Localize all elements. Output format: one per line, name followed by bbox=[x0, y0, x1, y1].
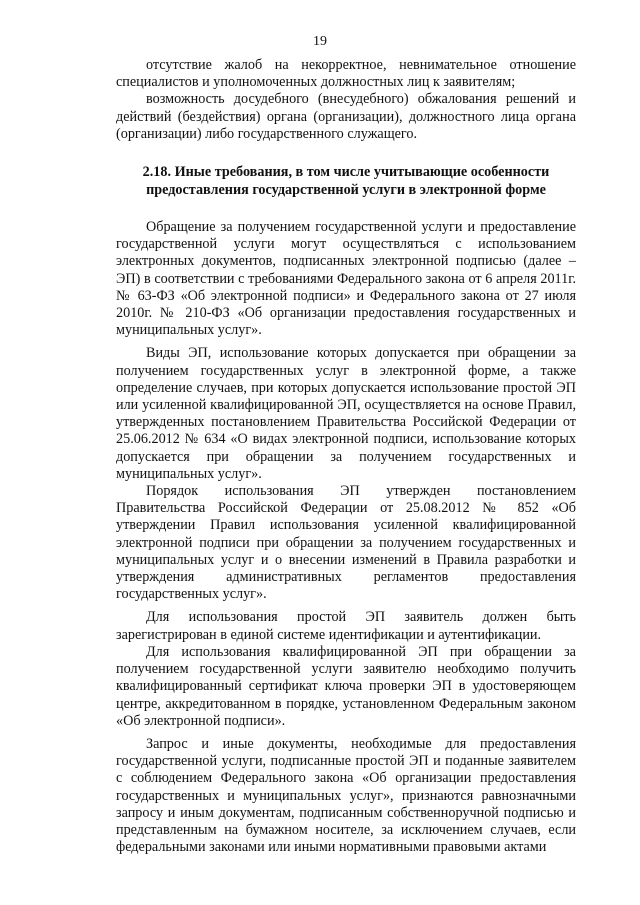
paragraph: Для использования квалифицированной ЭП при обращении за получением государственной услуги заявителю необходимо получить квалифицированный сертификат ключа проверки ЭП в удостоверяющем центре, аккредитованном в порядке, установленном Федеральным законом «Об электронной подписи». bbox=[116, 643, 576, 729]
section-heading: 2.18. Иные требования, в том числе учитывающие особенности предоставления государственной услуги в электронной форме bbox=[142, 164, 550, 199]
paragraph: Виды ЭП, использование которых допускается при обращении за получением государственных услуг в электронной форме, а также определение случаев, при которых допускается использование простой ЭП или усиленной квалифицированной ЭП, осуществляется на основе Правил, утвержденных постановлением Правительства Российской Федерации от 25.06.2012 № 634 «О видах электронной подписи, использование которых допускается при обращении за получением государственных и муниципальных услуг». bbox=[116, 345, 576, 482]
paragraph: Порядок использования ЭП утвержден постановлением Правительства Российской Федерации от 25.08.2012 № 852 «Об утверждении Правил использования усиленной квалифицированной электронной подписи при обращении за получением государственных и муниципальных услуг и о внесении изменений в Правила разработки и утверждения административных регламентов предоставления государственных услуг». bbox=[116, 483, 576, 603]
document-body bbox=[116, 57, 576, 856]
paragraph: Обращение за получением государственной услуги и предоставление государственной услуги могут осуществляться с использованием электронных документов, подписанных электронной подписью (далее – ЭП) в соответствии с требованиями Федерального закона от 6 апреля 2011г. № 63-ФЗ «Об электронной подписи» и Федерального закона от 27 июля 2010г. № 210-ФЗ «Об организации предоставления государственных и муниципальных услуг». bbox=[116, 219, 576, 339]
page-number: 19 bbox=[313, 34, 327, 49]
paragraph: возможность досудебного (внесудебного) обжалования решений и действий (бездействия) органа (организации), должностного лица органа (организации) либо государственного служащего. bbox=[116, 91, 576, 142]
paragraph: Запрос и иные документы, необходимые для предоставления государственной услуги, подписанные простой ЭП и поданные заявителем с соблюдением Федерального закона «Об организации предоставления государственных и муниципальных услуг», признаются равнозначными запросу и иным документам, подписанным собственноручной подписью и представленным на бумажном носителе, за исключением случаев, если федеральными законами или иными нормативными правовыми актами bbox=[116, 735, 576, 856]
paragraph: Для использования простой ЭП заявитель должен быть зарегистрирован в единой системе идентификации и аутентификации. bbox=[116, 609, 576, 643]
paragraph: отсутствие жалоб на некорректное, невнимательное отношение специалистов и уполномоченных должностных лиц к заявителям; bbox=[116, 57, 576, 91]
